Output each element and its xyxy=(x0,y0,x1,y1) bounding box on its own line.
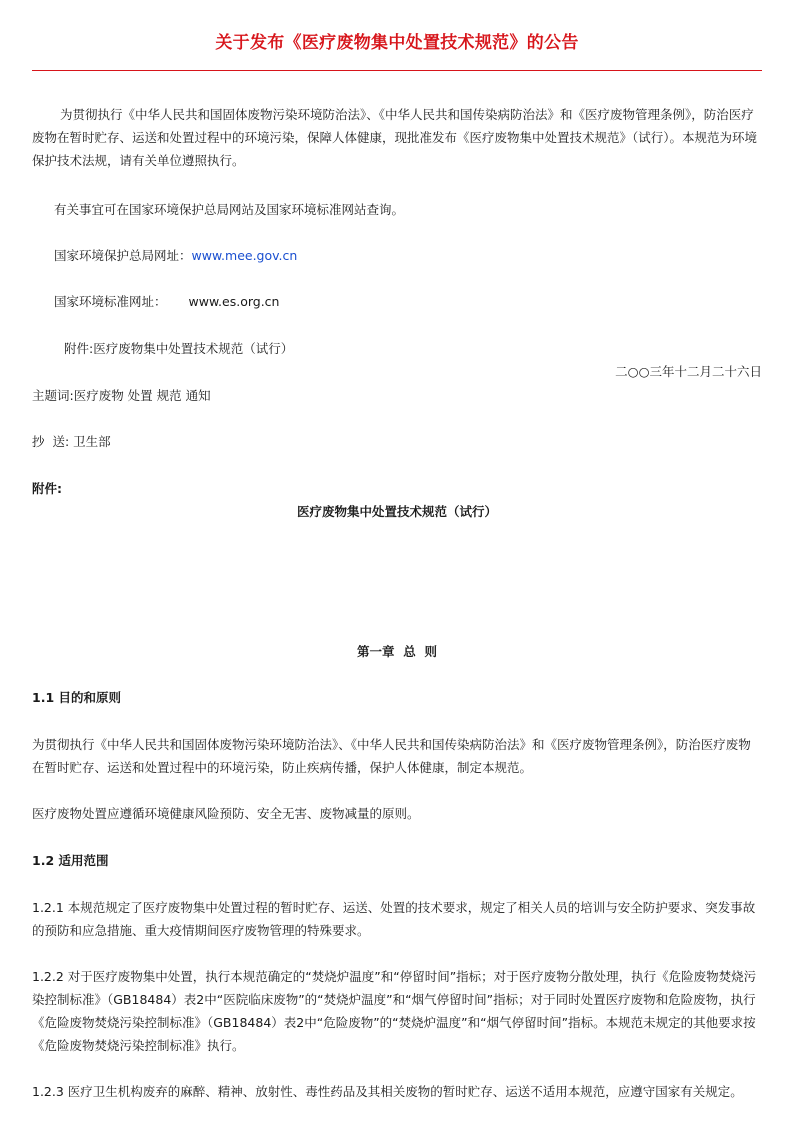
site2-label: 国家环境标准网址： xyxy=(54,294,167,309)
clause-paragraph: 1.2.1 本规范规定了医疗废物集中处置过程的暂时贮存、运送、处置的技术要求，规定了相关人员的培训与安全防护要求、突发事故的预防和应急措施、重大疫情期间医疗废物管理的特殊要求。 xyxy=(32,900,756,938)
section-heading: 1.2 适用范围 xyxy=(32,853,109,868)
section-heading: 1.1 目的和原则 xyxy=(32,690,121,705)
site2-url: www.es.org.cn xyxy=(188,294,280,309)
cc-line: 抄 送: 卫生部 xyxy=(32,434,111,449)
attachment-line: 附件:医疗废物集中处置技术规范（试行） xyxy=(64,341,294,356)
inquiry-paragraph: 有关事宜可在国家环境保护总局网站及国家环境标准网站查询。 xyxy=(54,202,405,217)
page-title: 关于发布《医疗废物集中处置技术规范》的公告 xyxy=(215,33,579,53)
site1-line xyxy=(32,244,784,267)
keywords-line: 主题词:医疗废物 处置 规范 通知 xyxy=(32,388,211,403)
title-divider xyxy=(32,70,762,71)
section-paragraph: 为贯彻执行《中华人民共和国固体废物污染环境防治法》、《中华人民共和国传染病防治法》和《医疗废物管理条例》，防治医疗废物在暂时贮存、运送和处置过程中的环境污染，防止疾病传播，保护人体健康，制定本规范。 xyxy=(32,737,751,775)
chapter-heading: 第一章 总 则 xyxy=(357,644,437,659)
site2-line xyxy=(32,290,784,313)
document-title: 医疗废物集中处置技术规范（试行） xyxy=(296,504,497,519)
site1-link[interactable]: www.mee.gov.cn xyxy=(191,248,298,263)
site1-label: 国家环境保护总局网址： xyxy=(54,248,192,263)
clause-paragraph: 1.2.2 对于医疗废物集中处置，执行本规范确定的“焚烧炉温度”和“停留时间”指标；对于医疗废物分散处理，执行《危险废物焚烧污染控制标准》（GB18484）表2中“医院临床废物”的“焚烧炉温度”和“烟气停留时间”指标；对于同时处置医疗废物和危险废物，执行《危险废物焚烧污染控制标准》（GB18484）表2中“危险废物”的“焚烧炉温度”和“烟气停留时间”指标。本规范未规定的其他要求按《危险废物焚烧污染控制标准》执行。 xyxy=(32,969,757,1053)
intro-paragraph: 为贯彻执行《中华人民共和国固体废物污染环境防治法》、《中华人民共和国传染病防治法》和《医疗废物管理条例》，防治医疗废物在暂时贮存、运送和处置过程中的环境污染，保障人体健康，现批准发布《医疗废物集中处置技术规范》（试行）。本规范为环境保护技术法规，请有关单位遵照执行。 xyxy=(32,107,758,168)
section-paragraph: 医疗废物处置应遵循环境健康风险预防、安全无害、废物减量的原则。 xyxy=(32,806,420,821)
issue-date: 二○○三年十二月二十六日 xyxy=(615,364,762,379)
clause-paragraph: 1.2.3 医疗卫生机构废弃的麻醉、精神、放射性、毒性药品及其相关废物的暂时贮存、运送不适用本规范，应遵守国家有关规定。 xyxy=(32,1084,743,1099)
attachment-heading: 附件: xyxy=(32,481,62,496)
